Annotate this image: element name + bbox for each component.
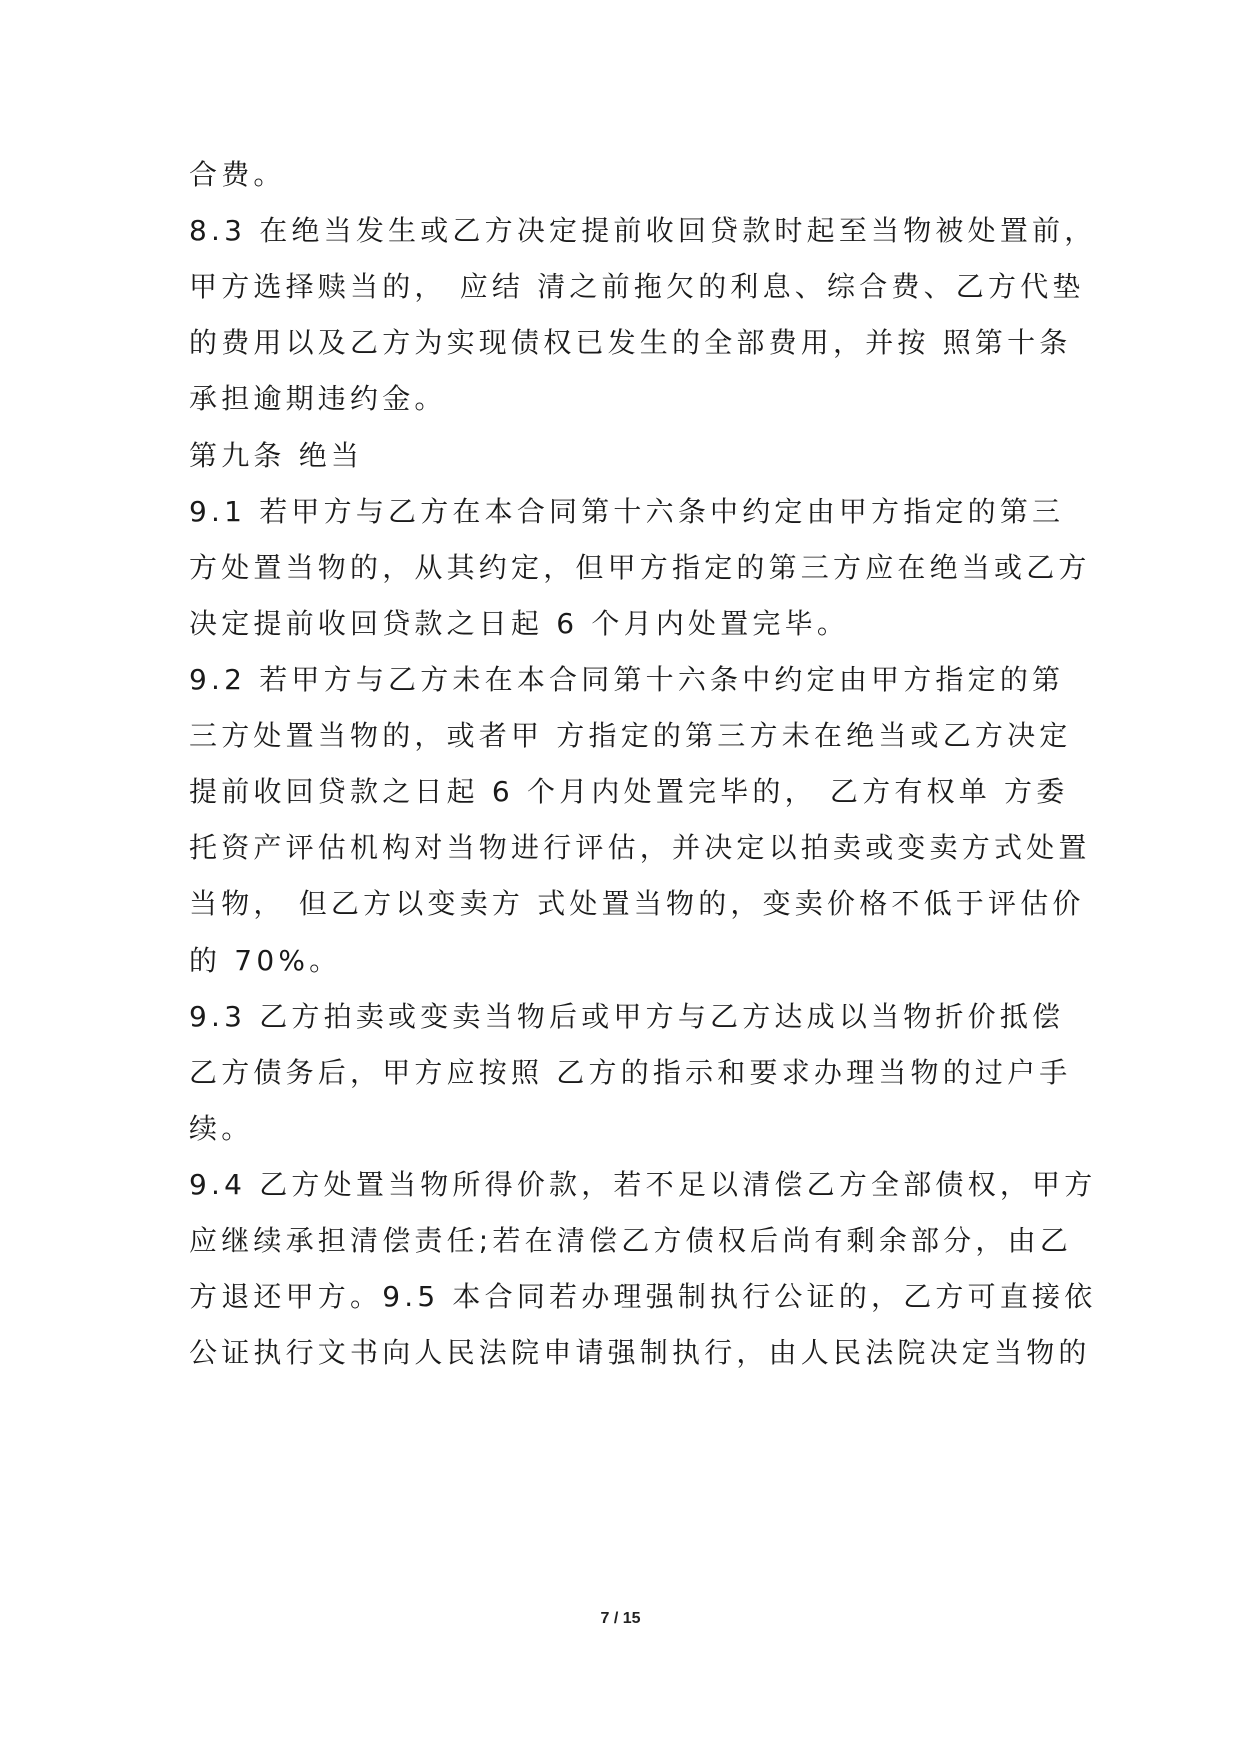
text-line: 9.2 若甲方与乙方未在本合同第十六条中约定由甲方指定的第 bbox=[189, 663, 1065, 696]
text-line: 公证执行文书向人民法院申请强制执行，由人民法院决定当物的 bbox=[189, 1336, 1091, 1369]
text-line: 9.4 乙方处置当物所得价款，若不足以清偿乙方全部债权，甲方 bbox=[189, 1168, 1097, 1201]
text-line: 8.3 在绝当发生或乙方决定提前收回贷款时起至当物被处置前， bbox=[189, 214, 1097, 247]
text-line: 托资产评估机构对当物进行评估，并决定以拍卖或变卖方式处置 bbox=[189, 831, 1091, 864]
text-line: 合费。 bbox=[189, 158, 286, 191]
text-line: 甲方选择赎当的， 应结 清之前拖欠的利息、综合费、乙方代垫 bbox=[189, 270, 1085, 303]
section-heading: 第九条 绝当 bbox=[189, 439, 364, 472]
page-number: 7 / 15 bbox=[600, 1610, 641, 1627]
text-line: 承担逾期违约金。 bbox=[189, 382, 447, 415]
text-line: 9.3 乙方拍卖或变卖当物后或甲方与乙方达成以当物折价抵偿 bbox=[189, 1000, 1065, 1033]
text-line: 提前收回贷款之日起 6 个月内处置完毕的， 乙方有权单 方委 bbox=[189, 775, 1069, 808]
text-line: 三方处置当物的，或者甲 方指定的第三方未在绝当或乙方决定 bbox=[189, 719, 1072, 752]
text-line: 方处置当物的，从其约定，但甲方指定的第三方应在绝当或乙方 bbox=[189, 551, 1091, 584]
text-line: 9.1 若甲方与乙方在本合同第十六条中约定由甲方指定的第三 bbox=[189, 495, 1065, 528]
text-line: 续。 bbox=[189, 1112, 254, 1145]
text-line: 方退还甲方。9.5 本合同若办理强制执行公证的，乙方可直接依 bbox=[189, 1280, 1097, 1313]
text-line: 乙方债务后，甲方应按照 乙方的指示和要求办理当物的过户手 bbox=[189, 1056, 1072, 1089]
text-line: 决定提前收回贷款之日起 6 个月内处置完毕。 bbox=[189, 607, 850, 640]
text-line: 的费用以及乙方为实现债权已发生的全部费用，并按 照第十条 bbox=[189, 326, 1072, 359]
text-line: 当物， 但乙方以变卖方 式处置当物的，变卖价格不低于评估价 bbox=[189, 887, 1085, 920]
text-line: 的 70%。 bbox=[189, 944, 342, 977]
text-line: 应继续承担清偿责任;若在清偿乙方债权后尚有剩余部分，由乙 bbox=[189, 1224, 1073, 1257]
